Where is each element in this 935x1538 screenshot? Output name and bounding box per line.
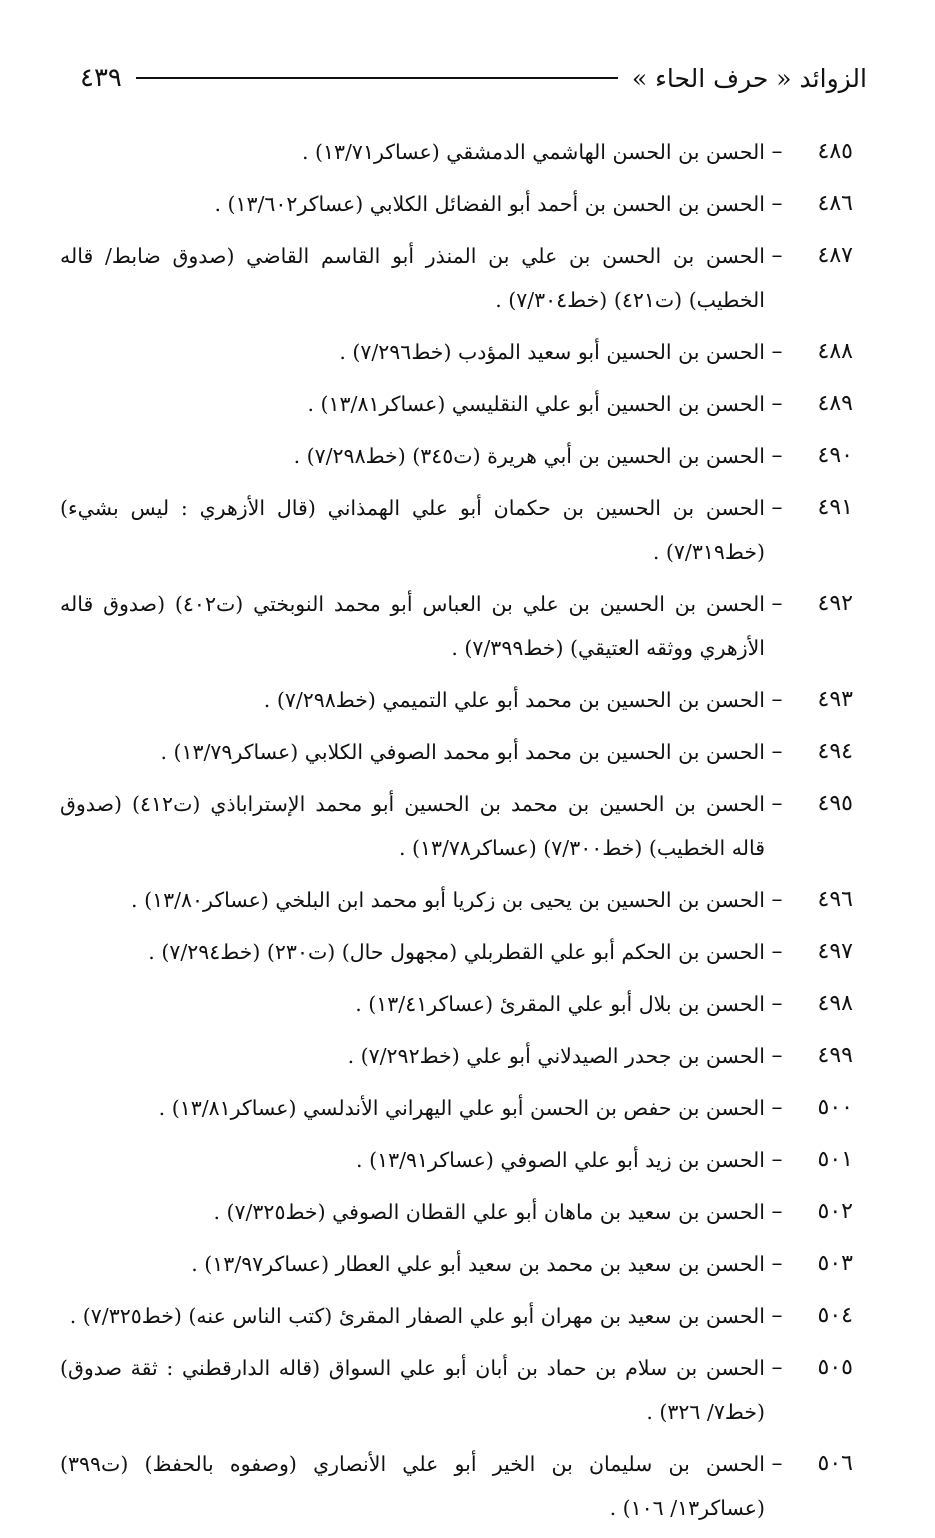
entry-dash: – <box>771 495 783 520</box>
entry-row <box>60 1034 853 1078</box>
entry-number: ٥٠٠ <box>817 1095 853 1120</box>
entry-text: الحسن بن الحسين بن محمد أبو محمد الصوفي الكلابي (عساكر١٣/٧٩) . <box>160 740 765 764</box>
entry-number: ٥٠٦ <box>817 1451 853 1476</box>
entry-row <box>60 382 853 426</box>
entry-dash: – <box>771 1251 783 1276</box>
entry-row <box>60 982 853 1026</box>
entry-dash: – <box>771 687 783 712</box>
entry-text: الحسن بن جحدر الصيدلاني أبو علي (خط٧/٢٩٢) . <box>347 1044 765 1068</box>
entry-row <box>60 678 853 722</box>
entry-dash: – <box>771 1451 783 1476</box>
entry-text: الحسن بن زيد أبو علي الصوفي (عساكر١٣/٩١) . <box>356 1148 765 1172</box>
entry-number: ٥٠٢ <box>817 1199 853 1224</box>
entry-row <box>60 486 853 574</box>
entry-dash: – <box>771 1147 783 1172</box>
entry-number: ٤٨٥ <box>817 139 853 164</box>
entry-row <box>60 1086 853 1130</box>
entry-dash: – <box>771 991 783 1016</box>
entry-dash: – <box>771 887 783 912</box>
entry-number: ٤٩٧ <box>817 939 853 964</box>
entry-text: الحسن بن الحسن بن علي بن المنذر أبو القاسم القاضي (صدوق ضابط/ قاله الخطيب) (ت٤٢١) (خط٧/٣٠٤) . <box>60 244 765 312</box>
running-title: الزوائد « حرف الحاء » <box>631 63 867 93</box>
entry-row <box>60 182 853 226</box>
entry-number: ٤٩٣ <box>817 687 853 712</box>
entry-dash: – <box>771 391 783 416</box>
entry-text: الحسن بن الحسين بن أبي هريرة (ت٣٤٥) (خط٧/٢٩٨) . <box>293 444 765 468</box>
entry-row <box>60 1138 853 1182</box>
entry-row <box>60 1242 853 1286</box>
entry-number: ٤٩٥ <box>817 791 853 816</box>
entry-number: ٥٠٣ <box>817 1251 853 1276</box>
entry-text: الحسن بن سليمان بن الخير أبو علي الأنصاري (وصفوه بالحفظ) (ت٣٩٩) (عساكر١٣/ ١٠٦) . <box>60 1452 765 1520</box>
entry-row <box>60 434 853 478</box>
entry-row <box>60 1190 853 1234</box>
entry-number: ٤٩٦ <box>817 887 853 912</box>
entry-number: ٤٩٢ <box>817 591 853 616</box>
entry-dash: – <box>771 1043 783 1068</box>
entry-text: الحسن بن حفص بن الحسن أبو علي اليهراني الأندلسي (عساكر١٣/٨١) . <box>158 1096 765 1120</box>
entry-dash: – <box>771 243 783 268</box>
entry-text: الحسن بن الحسين أبو سعيد المؤدب (خط٧/٢٩٦) . <box>339 340 765 364</box>
entry-dash: – <box>771 139 783 164</box>
entry-dash: – <box>771 791 783 816</box>
entry-text: الحسن بن سعيد بن محمد بن سعيد أبو علي العطار (عساكر١٣/٩٧) . <box>191 1252 765 1276</box>
entry-dash: – <box>771 1303 783 1328</box>
entry-row <box>60 234 853 322</box>
entry-number: ٤٨٨ <box>817 339 853 364</box>
entry-text: الحسن بن سلام بن حماد بن أبان أبو علي السواق (قاله الدارقطني : ثقة صدوق) (خط٧/ ٣٢٦) . <box>60 1356 765 1424</box>
page-header <box>80 58 867 98</box>
entry-row <box>60 782 853 870</box>
entry-number: ٤٨٦ <box>817 191 853 216</box>
entry-dash: – <box>771 339 783 364</box>
entry-text: الحسن بن الحسين بن محمد أبو علي التميمي (خط٧/٢٩٨) . <box>263 688 765 712</box>
entry-row <box>60 878 853 922</box>
entry-dash: – <box>771 591 783 616</box>
entry-number: ٥٠٥ <box>817 1355 853 1380</box>
header-rule <box>136 77 618 79</box>
entry-row <box>60 730 853 774</box>
entry-dash: – <box>771 1199 783 1224</box>
entry-text: الحسن بن الحسن الهاشمي الدمشقي (عساكر١٣/٧١) . <box>301 140 765 164</box>
entry-text: الحسن بن الحكم أبو علي القطربلي (مجهول حال) (ت٢٣٠) (خط٧/٢٩٤) . <box>148 940 765 964</box>
entry-row <box>60 330 853 374</box>
entry-row <box>60 1346 853 1434</box>
entry-text: الحسن بن بلال أبو علي المقرئ (عساكر١٣/٤١) . <box>355 992 765 1016</box>
page-number: ٤٣٩ <box>80 63 122 93</box>
entry-dash: – <box>771 739 783 764</box>
entry-row <box>60 1442 853 1530</box>
entry-row <box>60 582 853 670</box>
entry-dash: – <box>771 939 783 964</box>
entry-row <box>60 1294 853 1338</box>
entry-number: ٤٩٤ <box>817 739 853 764</box>
entry-number: ٤٩٠ <box>817 443 853 468</box>
entry-dash: – <box>771 1095 783 1120</box>
entry-number: ٤٩٩ <box>817 1043 853 1068</box>
entry-text: الحسن بن الحسين بن يحيى بن زكريا أبو محمد ابن البلخي (عساكر١٣/٨٠) . <box>131 888 765 912</box>
entry-row <box>60 130 853 174</box>
entry-number: ٥٠٤ <box>817 1303 853 1328</box>
entry-number: ٤٨٧ <box>817 243 853 268</box>
entry-number: ٤٩٨ <box>817 991 853 1016</box>
entry-text: الحسن بن الحسين بن علي بن العباس أبو محمد النوبختي (ت٤٠٢) (صدوق قاله الأزهري ووثقه العتيقي) (خط٧/٣٩٩) . <box>60 592 765 660</box>
entry-dash: – <box>771 191 783 216</box>
entry-number: ٤٩١ <box>817 495 853 520</box>
entry-text: الحسن بن سعيد بن مهران أبو علي الصفار المقرئ (كتب الناس عنه) (خط٧/٣٢٥) . <box>69 1304 765 1328</box>
entry-dash: – <box>771 1355 783 1380</box>
entry-text: الحسن بن الحسن بن أحمد أبو الفضائل الكلابي (عساكر١٣/٦٠٢) . <box>214 192 765 216</box>
entry-list <box>60 130 853 1538</box>
entry-text: الحسن بن الحسين بن محمد بن الحسين أبو محمد الإستراباذي (ت٤١٢) (صدوق قاله الخطيب) (خط٧/٣٠٠) (عساكر١٣/٧٨) . <box>60 792 765 860</box>
entry-text: الحسن بن سعيد بن ماهان أبو علي القطان الصوفي (خط٧/٣٢٥) . <box>213 1200 765 1224</box>
entry-text: الحسن بن الحسين بن حكمان أبو علي الهمذاني (قال الأزهري : ليس بشيء) (خط٧/٣١٩) . <box>60 496 765 564</box>
entry-dash: – <box>771 443 783 468</box>
entry-number: ٤٨٩ <box>817 391 853 416</box>
entry-number: ٥٠١ <box>817 1147 853 1172</box>
entry-row <box>60 930 853 974</box>
entry-text: الحسن بن الحسين أبو علي النقليسي (عساكر١٣/٨١) . <box>307 392 765 416</box>
